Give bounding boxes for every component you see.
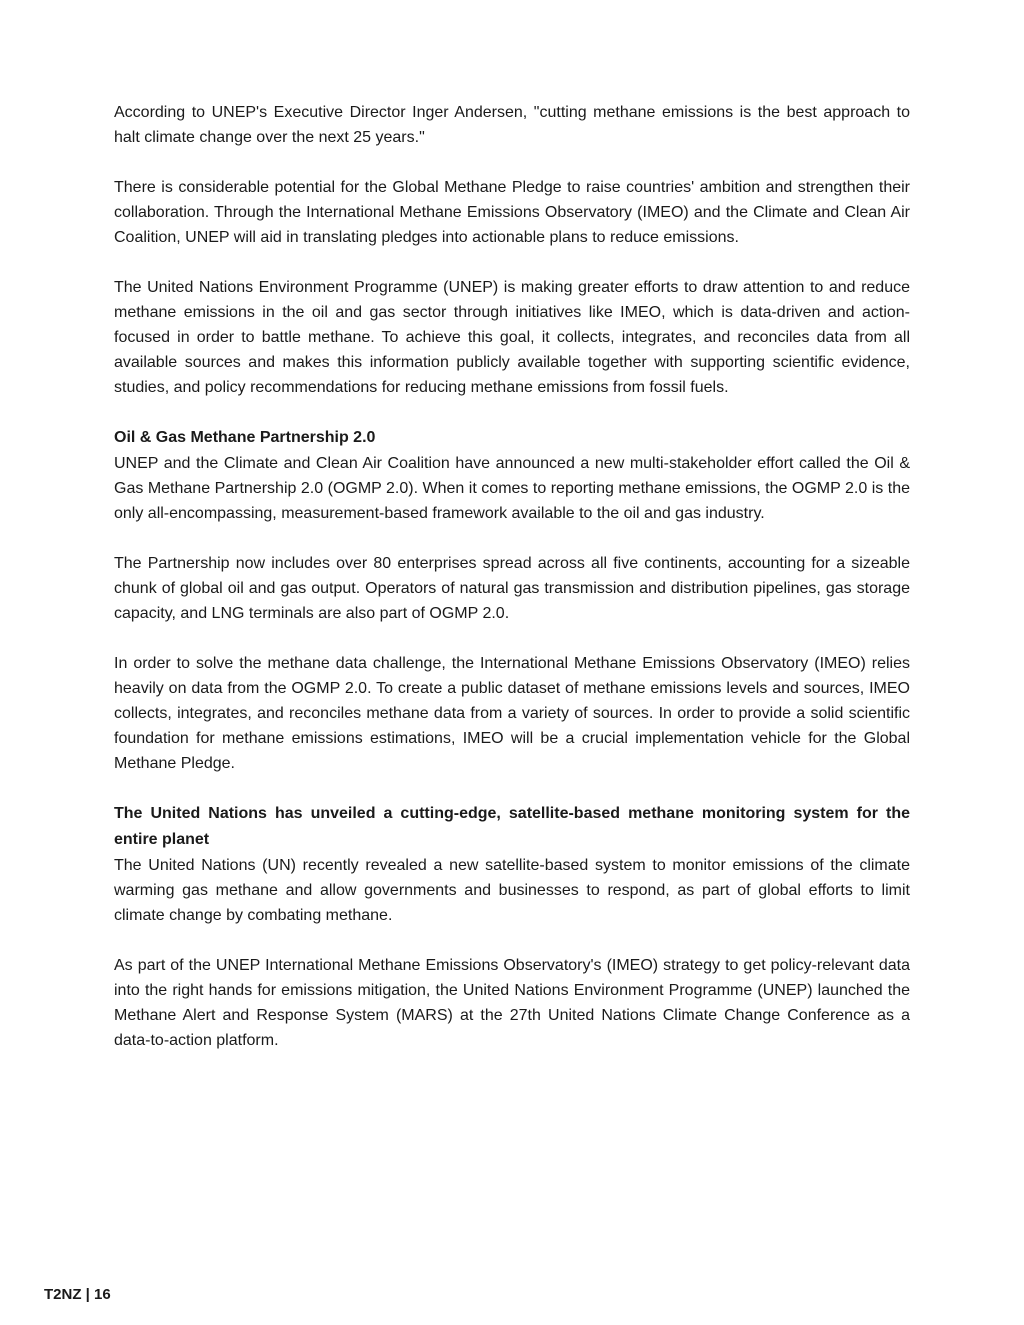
paragraph-ogmp-announcement: UNEP and the Climate and Clean Air Coalition have announced a new multi-stakeholder effort called the Oil & Gas Methane Partnership 2.0 (OGMP 2.0). When it comes to reporting methane emissions, the OGMP 2.0 is the only all-encompassing, measurement-based framework available to the oil and gas industry.	[114, 455, 910, 522]
paragraph-ogmp-partnership: The Partnership now includes over 80 enterprises spread across all five continents, accounting for a sizeable chunk of global oil and gas output. Operators of natural gas transmission and distribution pipelines, gas storage capacity, and LNG terminals are also part of OGMP 2.0.	[114, 555, 910, 622]
page-footer-label: T2NZ | 16	[44, 1286, 111, 1303]
paragraph-global-methane-pledge: There is considerable potential for the Global Methane Pledge to raise countries' ambition and strengthen their collaboration. Through the International Methane Emissions Observatory (IMEO) and the Climate and Clean Air Coalition, UNEP will aid in translating pledges into actionable plans to reduce emissions.	[114, 179, 910, 246]
paragraph-unep-efforts: The United Nations Environment Programme (UNEP) is making greater efforts to draw attention to and reduce methane emissions in the oil and gas sector through initiatives like IMEO, which is data-driven and action-focused in order to battle methane. To achieve this goal, it collects, integrates, and reconciles data from all available sources and makes this information publicly available together with supporting scientific evidence, studies, and policy recommendations for reducing methane emissions from fossil fuels.	[114, 279, 910, 396]
paragraph-andersen-quote: According to UNEP's Executive Director Inger Andersen, "cutting methane emissions is the best approach to halt climate change over the next 25 years."	[114, 104, 910, 146]
paragraph-un-satellite-system: The United Nations (UN) recently revealed a new satellite-based system to monitor emissions of the climate warming gas methane and allow governments and businesses to respond, as part of global efforts to limit climate change by combating methane.	[114, 857, 910, 924]
paragraph-mars-launch: As part of the UNEP International Methane Emissions Observatory's (IMEO) strategy to get policy-relevant data into the right hands for emissions mitigation, the United Nations Environment Programme (UNEP) launched the Methane Alert and Response System (MARS) at the 27th United Nations Climate Change Conference as a data-to-action platform.	[114, 957, 910, 1049]
paragraph-imeo-data: In order to solve the methane data challenge, the International Methane Emissions Observatory (IMEO) relies heavily on data from the OGMP 2.0. To create a public dataset of methane emissions levels and sources, IMEO collects, integrates, and reconciles methane data from a variety of sources. In order to provide a solid scientific foundation for methane emissions estimations, IMEO will be a crucial implementation vehicle for the Global Methane Pledge.	[114, 655, 910, 772]
section-ogmp	[114, 425, 910, 776]
section-heading-ogmp: Oil & Gas Methane Partnership 2.0	[114, 429, 376, 446]
section-mars	[114, 801, 910, 1053]
page-body	[114, 100, 910, 1078]
section-heading-mars: The United Nations has unveiled a cutting-edge, satellite-based methane monitoring system for the entire planet	[114, 805, 910, 848]
